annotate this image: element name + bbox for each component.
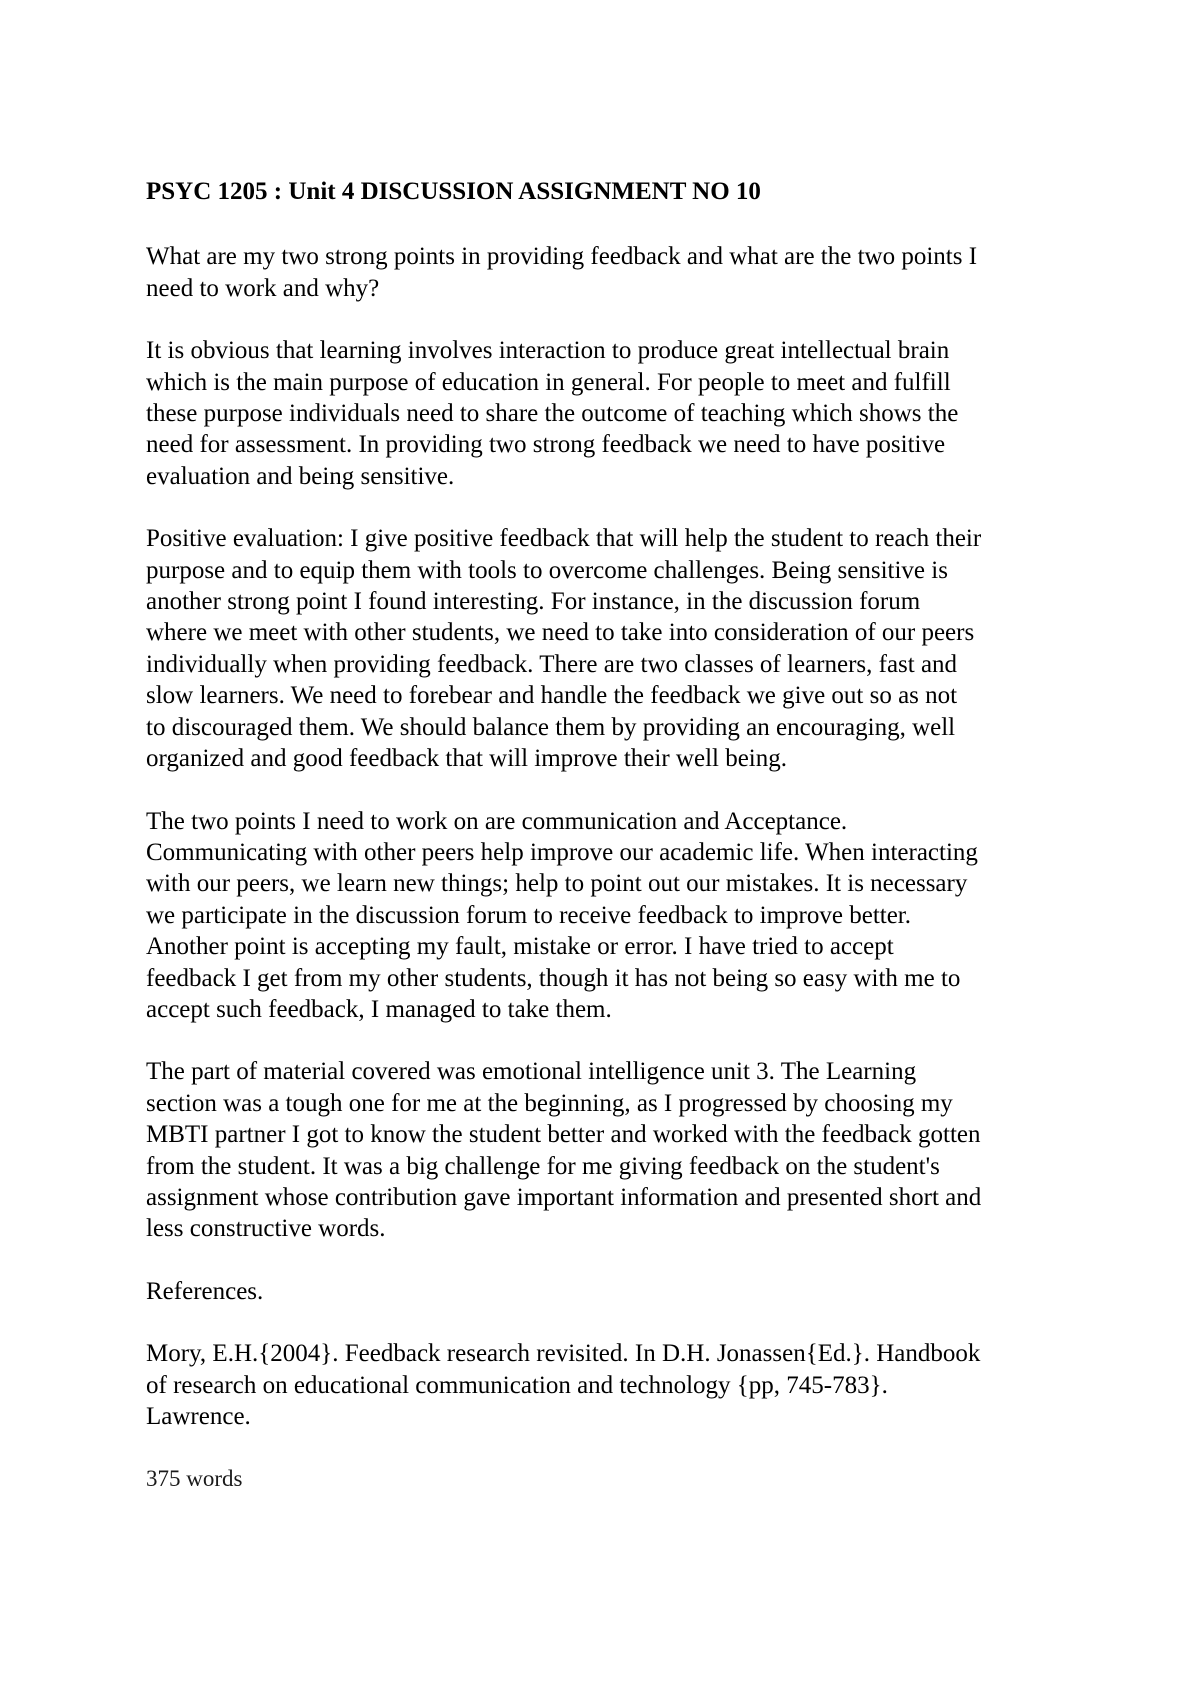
intro-paragraph bbox=[146, 335, 1086, 492]
text-line: section was a tough one for me at the beginning, as I progressed by choosing my bbox=[146, 1089, 953, 1117]
text-line: less constructive words. bbox=[146, 1215, 386, 1243]
text-line: Another point is accepting my fault, mistake or error. I have tried to accept bbox=[146, 933, 894, 961]
text-line: Communicating with other peers help improve our academic life. When interacting bbox=[146, 838, 978, 866]
text-line: these purpose individuals need to share the outcome of teaching which shows the bbox=[146, 400, 959, 428]
text-line: feedback I get from my other students, though it has not being so easy with me to bbox=[146, 964, 961, 992]
text-line: evaluation and being sensitive. bbox=[146, 462, 455, 490]
text-line: another strong point I found interesting. For instance, in the discussion forum bbox=[146, 588, 921, 616]
question-paragraph bbox=[146, 241, 1086, 304]
material-paragraph bbox=[146, 1056, 1086, 1244]
page-title: PSYC 1205 : Unit 4 DISCUSSION ASSIGNMENT NO 10 bbox=[146, 178, 761, 205]
reference-entry bbox=[146, 1338, 1086, 1432]
text-line: where we meet with other students, we need to take into consideration of our peers bbox=[146, 619, 975, 647]
text-line: MBTI partner I got to know the student better and worked with the feedback gotten bbox=[146, 1121, 981, 1149]
work-on-paragraph bbox=[146, 806, 1086, 1026]
text-line: purpose and to equip them with tools to overcome challenges. Being sensitive is bbox=[146, 556, 948, 584]
text-line: It is obvious that learning involves interaction to produce great intellectual brain bbox=[146, 337, 950, 365]
text-line: from the student. It was a big challenge for me giving feedback on the student's bbox=[146, 1152, 940, 1180]
text-line: Mory, E.H.{2004}. Feedback research revisited. In D.H. Jonassen{Ed.}. Handbook bbox=[146, 1340, 981, 1368]
text-line: organized and good feedback that will improve their well being. bbox=[146, 745, 788, 773]
text-line: slow learners. We need to forebear and handle the feedback we give out so as not bbox=[146, 682, 958, 710]
text-line: which is the main purpose of education in general. For people to meet and fulfill bbox=[146, 368, 951, 396]
text-line: Positive evaluation: I give positive feedback that will help the student to reach their bbox=[146, 525, 982, 553]
document-body bbox=[146, 176, 1086, 1495]
text-line: of research on educational communication and technology {pp, 745-783}. bbox=[146, 1371, 888, 1399]
text-line: What are my two strong points in providing feedback and what are the two points I bbox=[146, 243, 978, 271]
text-line: need to work and why? bbox=[146, 274, 380, 302]
references-heading: References. bbox=[146, 1277, 264, 1305]
text-line: The part of material covered was emotional intelligence unit 3. The Learning bbox=[146, 1058, 917, 1086]
text-line: to discouraged them. We should balance them by providing an encouraging, well bbox=[146, 713, 956, 741]
text-line: assignment whose contribution gave important information and presented short and bbox=[146, 1183, 982, 1211]
text-line: accept such feedback, I managed to take them. bbox=[146, 995, 612, 1023]
text-line: we participate in the discussion forum to receive feedback to improve better. bbox=[146, 901, 912, 929]
text-line: Lawrence. bbox=[146, 1403, 251, 1430]
positive-evaluation-paragraph bbox=[146, 523, 1086, 774]
text-line: need for assessment. In providing two strong feedback we need to have positive bbox=[146, 431, 946, 459]
word-count: 375 words bbox=[146, 1466, 243, 1492]
text-line: with our peers, we learn new things; help to point out our mistakes. It is necessary bbox=[146, 870, 968, 898]
text-line: individually when providing feedback. There are two classes of learners, fast and bbox=[146, 650, 958, 678]
text-line: The two points I need to work on are communication and Acceptance. bbox=[146, 807, 848, 835]
